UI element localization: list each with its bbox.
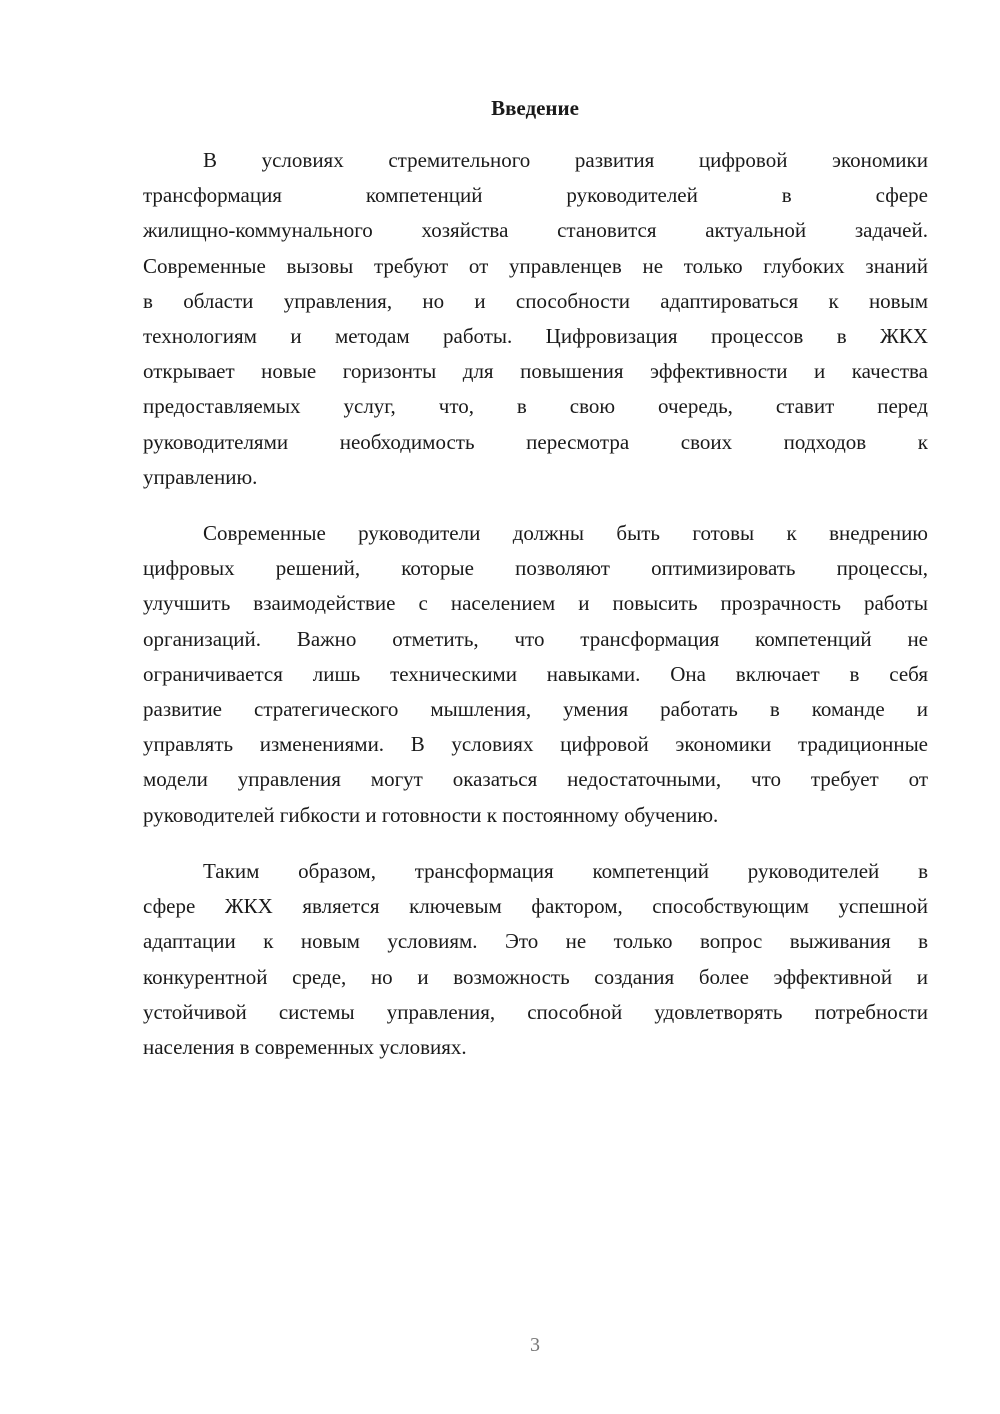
paragraph-3 xyxy=(143,854,928,1065)
text-line: Современные вызовы требуют от управленцев не только глубоких знаний xyxy=(143,253,928,278)
text-line: конкурентной среде, но и возможность создания более эффективной и xyxy=(143,964,928,989)
text-line: жилищно-коммунального хозяйства становится актуальной задачей. xyxy=(143,218,928,243)
text-line: цифровых решений, которые позволяют оптимизировать процессы, xyxy=(143,556,928,581)
text-line: технологиям и методам работы. Цифровизация процессов в ЖКХ xyxy=(143,323,928,348)
text-line: Таким образом, трансформация компетенций руководителей в xyxy=(203,859,928,883)
text-line: открывает новые горизонты для повышения эффективности и качества xyxy=(143,359,928,384)
page-number: 3 xyxy=(530,1334,540,1356)
text-line: управлять изменениями. В условиях цифровой экономики традиционные xyxy=(143,732,928,757)
text-line: руководителями необходимость пересмотра своих подходов к xyxy=(143,429,928,454)
text-line: населения в современных условиях. xyxy=(143,1034,467,1059)
text-line: организаций. Важно отметить, что трансформация компетенций не xyxy=(143,626,928,651)
text-line: В условиях стремительного развития цифровой экономики xyxy=(203,148,928,172)
text-line: модели управления могут оказаться недостаточными, что требует от xyxy=(143,767,928,792)
text-line: предоставляемых услуг, что, в свою очередь, ставит перед xyxy=(143,394,928,419)
section-title: Введение xyxy=(491,96,579,120)
text-line: сфере ЖКХ является ключевым фактором, способствующим успешной xyxy=(143,894,928,919)
text-line: ограничивается лишь техническими навыками. Она включает в себя xyxy=(143,661,928,686)
text-line: адаптации к новым условиям. Это не только вопрос выживания в xyxy=(143,929,928,954)
text-line: Современные руководители должны быть готовы к внедрению xyxy=(203,521,928,545)
text-line: улучшить взаимодействие с населением и повысить прозрачность работы xyxy=(143,591,928,616)
text-line: управлению. xyxy=(143,464,258,489)
text-line: трансформация компетенций руководителей в сфере xyxy=(143,183,928,208)
text-line: руководителей гибкости и готовности к постоянному обучению. xyxy=(143,802,719,827)
text-line: развитие стратегического мышления, умения работать в команде и xyxy=(143,696,928,721)
paragraph-2 xyxy=(143,516,928,833)
text-line: в области управления, но и способности адаптироваться к новым xyxy=(143,288,928,313)
text-line: устойчивой системы управления, способной удовлетворять потребности xyxy=(143,999,928,1024)
paragraph-1 xyxy=(143,143,928,495)
